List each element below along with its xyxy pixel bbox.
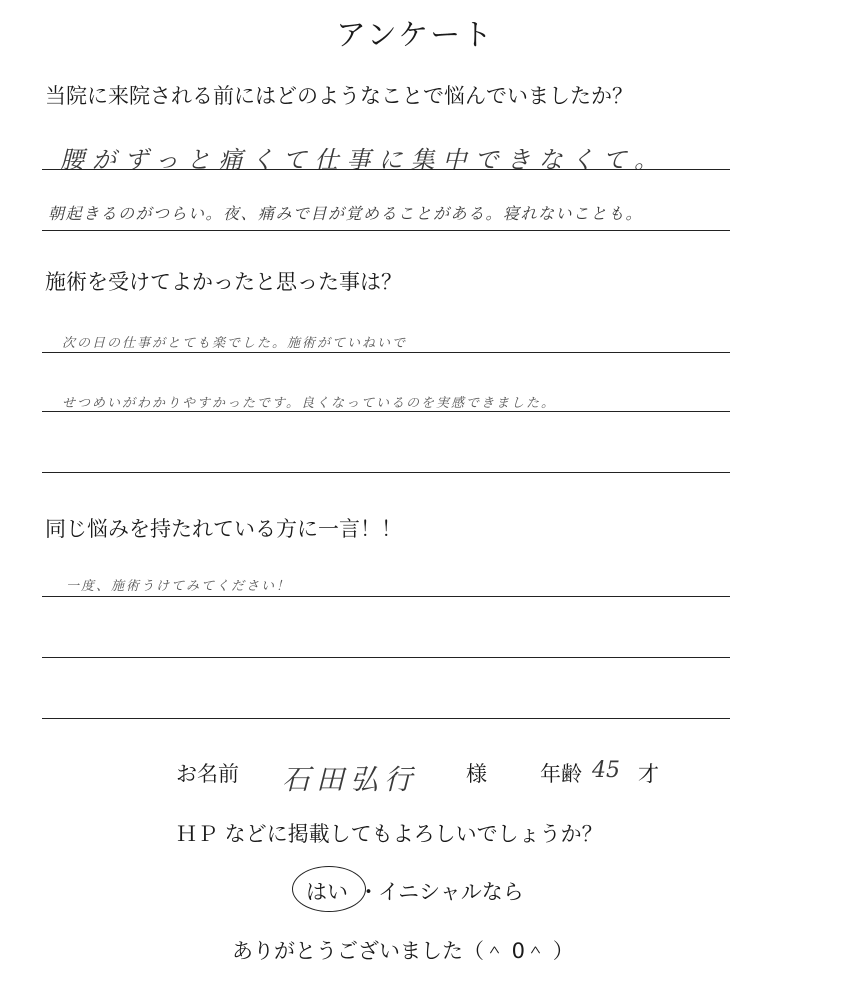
answer-1-line-1: 腰がずっと痛くて仕事に集中できなくて。: [60, 146, 667, 174]
answer-line: [42, 230, 730, 231]
answer-line: [42, 718, 730, 719]
answer-line: [42, 352, 730, 353]
name-label: お名前: [176, 762, 239, 786]
name-value: 石田弘行: [282, 763, 419, 796]
answer-2-line-1: 次の日の仕事がとても楽でした。施術がていねいで: [62, 336, 408, 351]
age-value: 45: [592, 758, 620, 783]
answer-line: [42, 169, 730, 170]
option-yes: はい: [306, 880, 348, 904]
answer-line: [42, 596, 730, 597]
option-separator: ・: [358, 880, 379, 904]
question-2: 施術を受けてよかったと思った事は？: [45, 270, 402, 294]
question-1: 当院に来院される前にはどのようなことで悩んでいましたか？: [45, 84, 633, 108]
age-unit: 才: [638, 762, 659, 786]
answer-line: [42, 657, 730, 658]
answer-line: [42, 472, 730, 473]
answer-1-line-2: 朝起きるのがつらい。夜、痛みで目が覚めることがある。寝れないことも。: [48, 204, 644, 223]
honorific: 様: [466, 762, 487, 786]
option-initial: イニシャルなら: [378, 880, 524, 904]
hp-question: ＨＰ などに掲載してもよろしいでしょうか？: [176, 822, 603, 846]
answer-3-line-1: 一度、施術うけてみてください！: [66, 579, 292, 594]
answer-line: [42, 411, 730, 412]
thanks-message: ありがとうございました（＾ 0＾ ）: [232, 939, 574, 963]
question-3: 同じ悩みを持たれている方に一言！！: [45, 517, 402, 541]
answer-2-line-2: せつめいがわかりやすかったです。良くなっているのを実感できました。: [62, 396, 556, 411]
age-label: 年齢: [540, 762, 582, 786]
page-title: アンケート: [335, 18, 495, 53]
